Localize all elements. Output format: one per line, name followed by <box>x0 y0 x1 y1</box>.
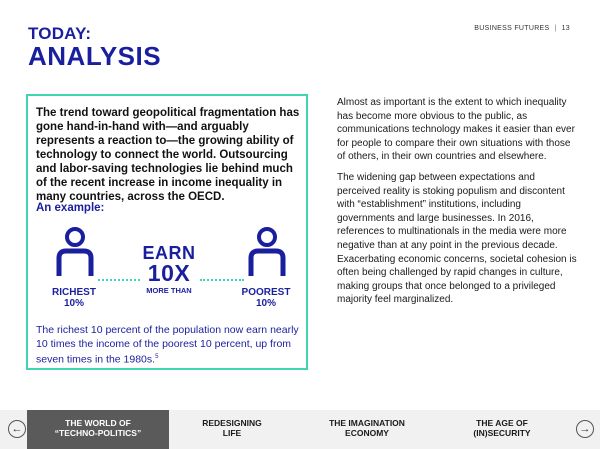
connector-dots-right <box>200 279 244 281</box>
richest-label <box>38 287 110 309</box>
example-label: An example: <box>36 202 105 214</box>
page-title <box>28 24 161 70</box>
tab-label-line1: REDESIGNING <box>202 418 262 428</box>
richest-label-line1: RICHEST <box>52 287 96 298</box>
callout-lead-text: The trend toward geopolitical fragmentation has gone hand-in-hand with—and arguably represents a reaction to—the growing ability of technology to connect the world. Outsourcing and labor-saving technologies lie behind much of the recent increase in income inequality in many countries, across the OECD. <box>36 107 300 203</box>
more-than-text: MORE THAN <box>146 286 192 295</box>
tab-label-line2: “TECHNO-POLITICS” <box>54 428 142 438</box>
body-column <box>337 96 581 314</box>
body-paragraph-1: Almost as important is the extent to which inequality has become more obvious to the public, as communications technology makes it easier than ever for people to compare their own situations with those of others, in their own countries and elsewhere. <box>337 97 575 163</box>
tab-label-line2: LIFE <box>222 428 242 438</box>
body-paragraph-2: The widening gap between expectations and perceived reality is stoking populism and discontent with “establishment” institutions, including governments and large businesses. In 2016, references to multinationals in the media were more negative than at any point in the previous decade. Exacerbating economic concerns, societal cohesion is often being challenged by rapid changes in culture, making groups that once belonged to a privileged majority feel marginalized. <box>337 171 577 306</box>
tab-age-of-insecurity[interactable] <box>440 410 564 449</box>
page-number: 13 <box>561 25 570 32</box>
section-name: BUSINESS FUTURES <box>474 25 550 32</box>
connector-dots-left <box>98 279 140 281</box>
analysis-callout-box <box>26 94 308 370</box>
arrow-left-icon[interactable]: ← <box>8 420 26 438</box>
poorest-label-line2: 10% <box>255 298 276 309</box>
tab-label-line2: (IN)SECURITY <box>473 428 531 438</box>
tab-redesigning-life[interactable] <box>170 410 294 449</box>
poorest-label-line1: POOREST <box>241 287 291 298</box>
callout-footnote-text <box>36 324 302 367</box>
earn-word: EARN <box>142 243 196 263</box>
person-icon-richest <box>54 226 96 278</box>
poorest-label <box>230 287 302 309</box>
footnote-body: The richest 10 percent of the population now earn nearly 10 times the income of the poorest 10 percent, up from seven times in the 1980s. <box>36 324 299 366</box>
section-navigation-bar <box>0 410 600 449</box>
footnote-reference[interactable]: 5 <box>155 354 159 360</box>
tab-label-line1: THE WORLD OF <box>65 418 131 428</box>
multiplier-value: 10X <box>147 260 191 286</box>
header-separator: | <box>554 25 557 32</box>
running-header <box>474 25 570 32</box>
arrow-right-icon[interactable]: → <box>576 420 594 438</box>
richest-label-line2: 10% <box>63 298 84 309</box>
tab-world-of-techno-politics[interactable] <box>27 410 169 449</box>
title-line-2: ANALYSIS <box>28 41 162 71</box>
title-line-1: TODAY: <box>28 24 92 43</box>
tab-label-line1: THE IMAGINATION <box>329 418 405 428</box>
tab-label-line2: ECONOMY <box>345 428 389 438</box>
person-icon-poorest <box>246 226 288 278</box>
tab-imagination-economy[interactable] <box>305 410 429 449</box>
tab-label-line1: THE AGE OF <box>476 418 528 428</box>
